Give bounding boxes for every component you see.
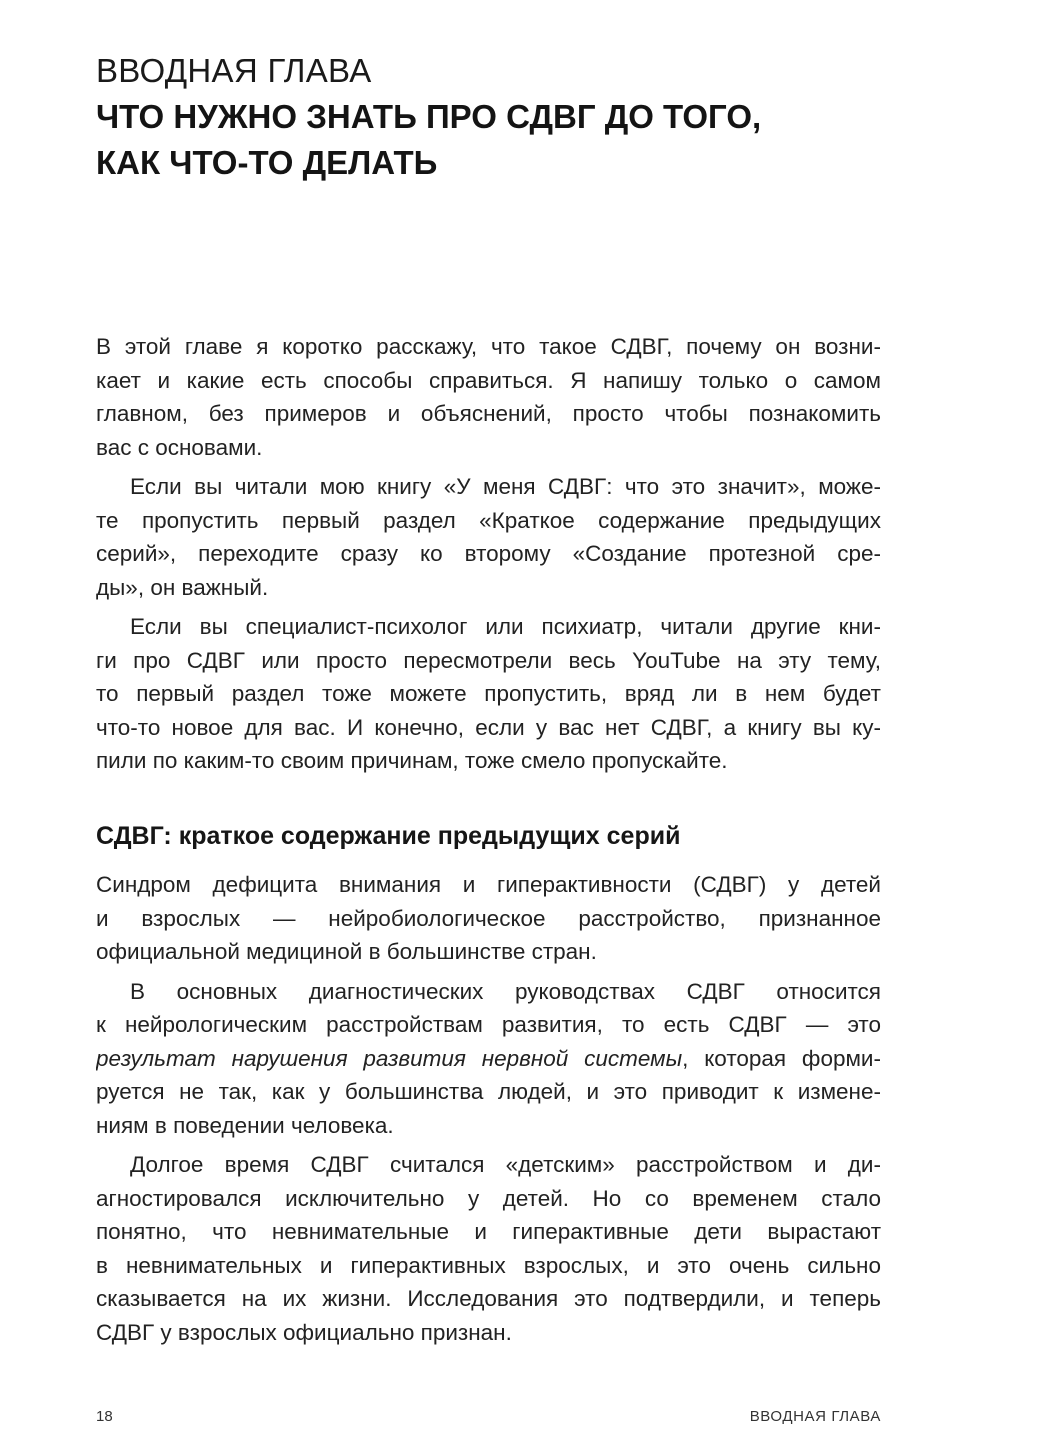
text-line: кает и какие есть способы справиться. Я напишу только о самом [96, 367, 881, 393]
text-line: Если вы специалист-психолог или психиатр, читали другие кни- [130, 614, 881, 639]
text-line: к нейрологическим расстройствам развития, то есть СДВГ — это [96, 1012, 881, 1037]
text-line: руется не так, как у большинства людей, и это приводит к измене- [96, 1079, 881, 1104]
section-paragraph-1 [96, 868, 881, 969]
text-line: понятно, что невнимательные и гиперактивные дети вырастают [96, 1219, 881, 1244]
text-line: ниям в поведении человека. [96, 1112, 394, 1138]
text-line: и взрослых — нейробиологическое расстройство, признанное [96, 905, 881, 931]
section-paragraph-3 [96, 1148, 881, 1349]
section-paragraph-2 [96, 975, 881, 1143]
text-line: официальной медициной в большинстве стран. [96, 939, 597, 964]
text-line: Если вы читали мою книгу «У меня СДВГ: что это значит», може- [130, 474, 881, 499]
text-line: вас с основами. [96, 434, 263, 460]
text-fragment: , которая форми- [682, 1045, 881, 1071]
intro-text [96, 330, 881, 784]
text-line: те пропустить первый раздел «Краткое содержание предыдущих [96, 507, 881, 533]
chapter-title-line: ЧТО НУЖНО ЗНАТЬ ПРО СДВГ ДО ТОГО, [96, 98, 762, 135]
text-line: В этой главе я коротко расскажу, что такое СДВГ, почему он возни- [96, 334, 881, 359]
emphasis-text: результат нарушения развития нервной системы [96, 1045, 683, 1071]
text-line: ги про СДВГ или просто пересмотрели весь YouTube на эту тему, [96, 647, 881, 673]
section-heading: СДВГ: краткое содержание предыдущих серий [96, 822, 681, 850]
text-line: ды», он важный. [96, 574, 269, 600]
intro-paragraph-3 [96, 610, 881, 778]
section-text [96, 868, 881, 1355]
text-line: Синдром дефицита внимания и гиперактивности (СДВГ) у детей [96, 872, 881, 897]
text-line: в невнимательных и гиперактивных взрослых, и это очень сильно [96, 1252, 881, 1278]
chapter-title-line: КАК ЧТО-ТО ДЕЛАТЬ [96, 144, 438, 181]
text-line: что-то новое для вас. И конечно, если у вас нет СДВГ, а книгу вы ку- [96, 714, 881, 740]
chapter-title [96, 94, 916, 186]
running-head: ВВОДНАЯ ГЛАВА [749, 1408, 881, 1425]
text-line: серий», переходите сразу ко второму «Создание протезной сре- [96, 541, 881, 566]
text-line: Долгое время СДВГ считался «детским» расстройством и ди- [130, 1152, 881, 1177]
text-line: агностировался исключительно у детей. Но со временем стало [96, 1185, 881, 1211]
intro-paragraph-2 [96, 470, 881, 604]
text-line: то первый раздел тоже можете пропустить, вряд ли в нем будет [96, 681, 881, 706]
text-line: главном, без примеров и объяснений, просто чтобы познакомить [96, 401, 881, 426]
text-line [96, 1042, 881, 1076]
text-line: сказывается на их жизни. Исследования это подтвердили, и теперь [96, 1286, 881, 1311]
chapter-label: ВВОДНАЯ ГЛАВА [96, 52, 372, 89]
intro-paragraph-1 [96, 330, 881, 464]
text-line: пили по каким-то своим причинам, тоже смело пропускайте. [96, 748, 728, 773]
text-line: СДВГ у взрослых официально признан. [96, 1319, 512, 1345]
page-number: 18 [96, 1408, 113, 1425]
text-line: В основных диагностических руководствах СДВГ относится [130, 978, 881, 1004]
